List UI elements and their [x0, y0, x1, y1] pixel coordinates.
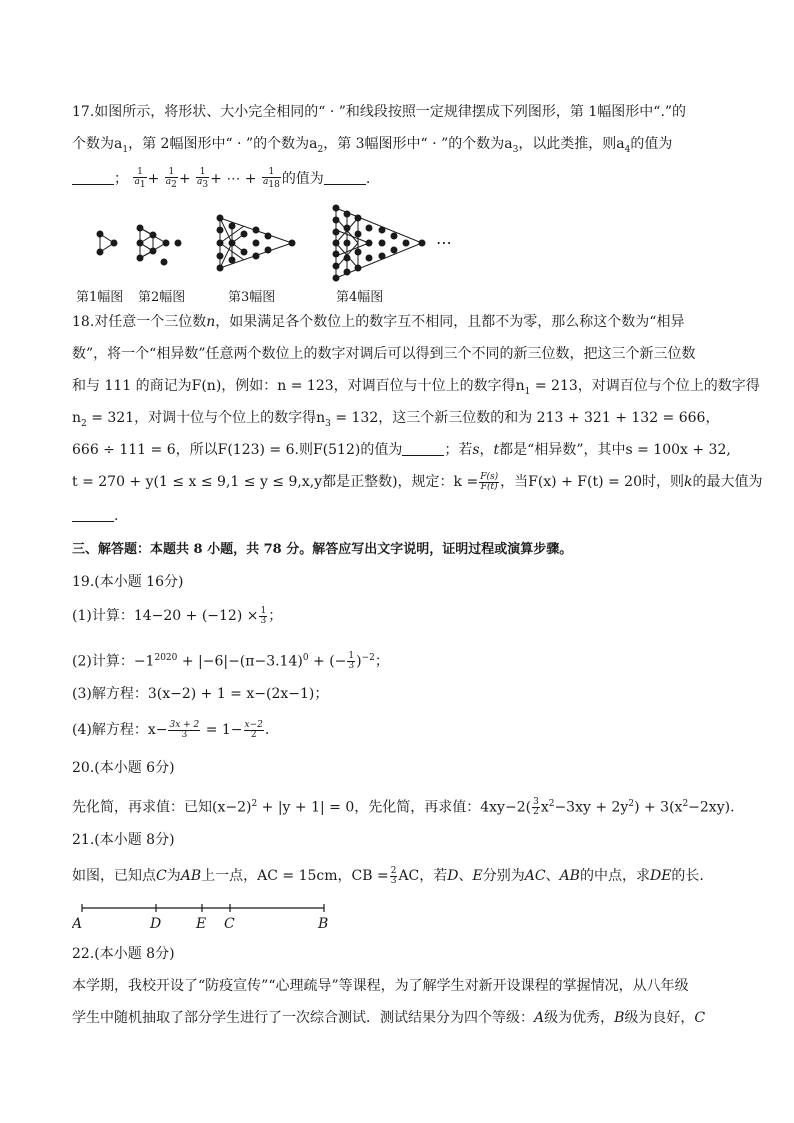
fraction: $\frac{3}{2}$: [533, 797, 539, 818]
answer-blank: [402, 455, 444, 456]
dot-pattern-figures: [72, 204, 492, 284]
q18-line6: t = 270 + y(1 ≤ x ≤ 9,1 ≤ y ≤ 9,x,y都是正整数)，规定：k = $\frac{F(s)}{F(t)}$ ，当F(x) + F(t) = 20时，则k的最大值为: [72, 471, 763, 492]
fraction: $\frac{F(s)}{F(t)}$: [480, 471, 499, 492]
figure-4-caption: 第4幅图: [336, 290, 384, 305]
q17-line2: 个数为$a_1$，第 2幅图形中“ · ”的个数为$a_2$，第 3幅图形中“ · ”的个数为$a_3$，以此类推，则$a_4$的值为: [72, 136, 673, 155]
figure-4: [333, 205, 425, 281]
q18-line4: $n_2 = 321$，对调十位与个位上的数字得$n_3 = 132$，这三个新三位数的和为 213 + 321 + 132 = 666，: [72, 410, 720, 429]
q21-body: 如图，已知点C为AB上一点，AC = 15cm，CB = $\frac{2}{3}$ AC，若D、E分别为AC、AB的中点，求DE的长.: [72, 865, 704, 886]
fraction: $\frac{x-2}{2}$: [244, 719, 263, 740]
point-label-b: B: [318, 916, 329, 932]
point-label-c: C: [224, 916, 235, 932]
q18-line3: 和与 111 的商记为F(n)，例如：n = 123，对调百位与十位上的数字得$n_1 = 213$，对调百位与个位上的数字得: [72, 378, 760, 397]
fraction: $\frac{1}{a_1}$: [134, 167, 146, 190]
figure-2-caption: 第2幅图: [138, 290, 186, 305]
q18-line1: 18.对任意一个三位数n，如果满足各个数位上的数字互不相同，且都不为零，那么称这个数为“相异: [72, 314, 685, 330]
point-label-a: A: [72, 916, 83, 932]
figure-1-caption: 第1幅图: [76, 290, 124, 305]
figure-1: [97, 231, 117, 255]
fraction: $\frac{1}{a_3}$: [197, 167, 209, 190]
point-label-d: D: [150, 916, 162, 932]
q19-part3: (3)解方程：3(x−2) + 1 = x−(2x−1)；: [72, 686, 329, 702]
q17-line3: ； $\frac{1}{a_1}$ + $\frac{1}{a_2}$ + $\frac{1}{a_3}$ + ⋯ + $\frac{1}{a_{18}}$ 的值为 .: [72, 168, 370, 190]
q19-part1: (1)计算：14−20 + (−12) × $\frac{1}{3}$ ；: [72, 605, 283, 626]
q20-body: 先化简，再求值：已知$(x-2)^2 + |y + 1| = 0$，先化简，再求值：4xy−2( $\frac{3}{2}$ $x^2-3xy + 2y^2) + 3(x^2-2xy)$.: [72, 797, 735, 818]
figure-3-caption: 第3幅图: [228, 290, 276, 305]
answer-blank: [72, 521, 114, 522]
ellipsis: ⋯: [436, 233, 452, 252]
q19-heading: 19.(本小题 16分): [72, 574, 184, 590]
q17-line1: 17.如图所示，将形状、大小完全相同的“ · ”和线段按照一定规律摆成下列图形，第 1幅图形中“.”的: [72, 104, 687, 120]
answer-blank: [72, 184, 114, 185]
point-label-e: E: [196, 916, 207, 932]
fraction: $\frac{1}{a_2}$: [165, 167, 177, 190]
line-segment-figure: [72, 900, 342, 932]
q20-heading: 20.(本小题 6分): [72, 760, 175, 776]
q19-part4: (4)解方程：x− $\frac{3x + 2}{3}$ = 1− $\frac{x-2}{2}$ .: [72, 719, 270, 740]
q18-line5: 666 ÷ 111 = 6，所以F(123) = 6.则F(512)的值为 ；若s，t都是“相异数”，其中s = 100x + 32,: [72, 442, 731, 458]
answer-blank: [324, 184, 366, 185]
fraction: $\frac{1}{3}$: [348, 651, 355, 672]
section-heading: 三、解答题：本题共 8 小题，共 78 分。解答应写出文字说明，证明过程或演算步骤。: [72, 542, 573, 557]
q22-line2: 学生中随机抽取了部分学生进行了一次综合测试．测试结果分为四个等级：A级为优秀，B级为良好，C: [72, 1010, 706, 1026]
fraction: $\frac{2}{3}$: [390, 865, 397, 886]
figure-2: [137, 225, 181, 265]
q18-line2: 数”，将一个“相异数”任意两个数位上的数字对调后可以得到三个不同的新三位数，把这三个新三位数: [72, 346, 696, 362]
q18-line7: .: [72, 506, 118, 526]
fraction: $\frac{1}{3}$: [260, 605, 267, 626]
q22-line1: 本学期，我校开设了“防疫宣传”“心理疏导”等课程，为了解学生对新开设课程的掌握情况，从八年级: [72, 978, 689, 994]
q19-part2: (2)计算：$-1^{2020} + |-6|-(\pi-3.14)^0$ + (− $\frac{1}{3}$ )$^{-2}$；: [72, 651, 389, 672]
figure-3: [217, 215, 295, 271]
q21-heading: 21.(本小题 8分): [72, 832, 175, 848]
fraction: $\frac{1}{a_{18}}$: [262, 167, 280, 190]
q22-heading: 22.(本小题 8分): [72, 946, 175, 962]
fraction: $\frac{3x + 2}{3}$: [169, 719, 200, 740]
